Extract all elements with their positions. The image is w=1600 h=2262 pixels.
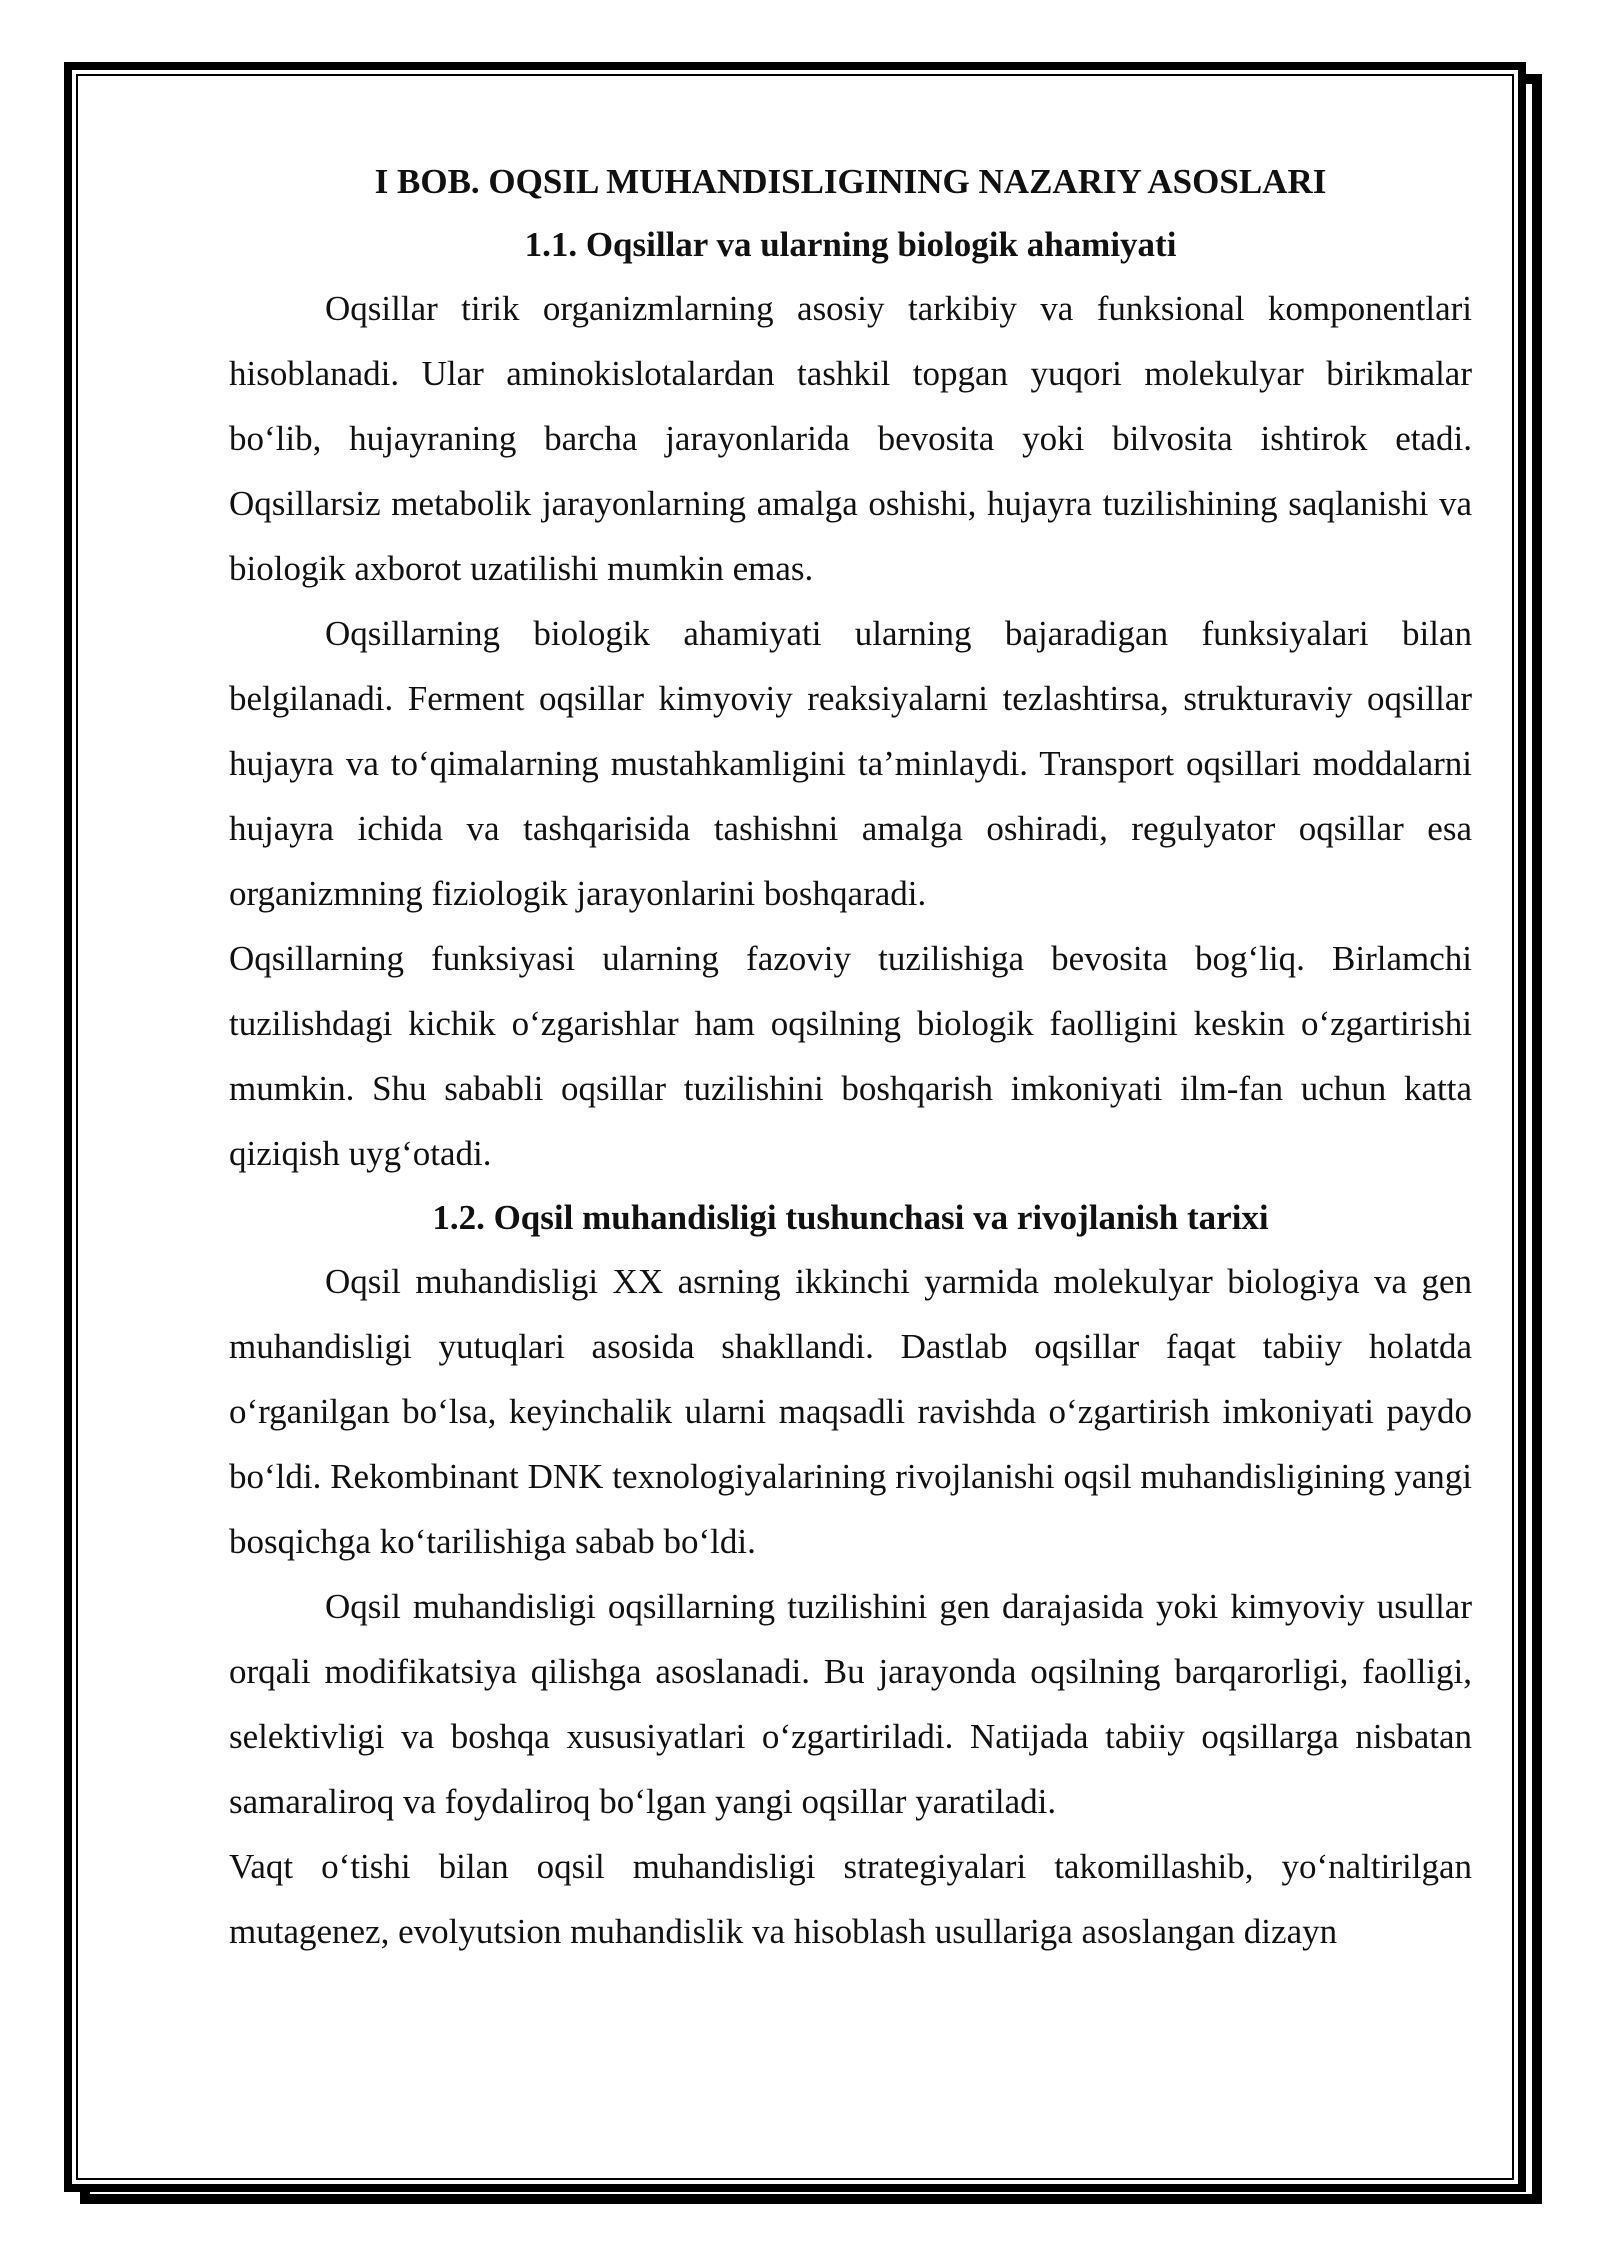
paragraph: Oqsillar tirik organizmlarning asosiy tarkibiy va funksional komponentlari hisoblanadi. Ular aminokislotalardan tashkil topgan yuqori molekulyar birikmalar bo‘lib, hujayraning barcha jarayonlarida bevosita yoki bilvosita ishtirok etadi. Oqsillarsiz metabolik jarayonlarning amalga oshishi, hujayra tuzilishining saqlanishi va biologik axborot uzatilishi mumkin emas. [229,289,1472,588]
paragraph: Oqsillarning funksiyasi ularning fazoviy tuzilishiga bevosita bog‘liq. Birlamchi tuzilishdagi kichik o‘zgarishlar ham oqsilning biologik faolligini keskin o‘zgartirishi mumkin. Shu sababli oqsillar tuzilishini boshqarish imkoniyati ilm-fan uchun katta qiziqish uyg‘otadi. [229,939,1472,1173]
paragraph: Oqsil muhandisligi XX asrning ikkinchi yarmida molekulyar biologiya va gen muhandisligi yutuqlari asosida shakllandi. Dastlab oqsillar faqat tabiiy holatda o‘rganilgan bo‘lsa, keyinchalik ularni maqsadli ravishda o‘zgartirish imkoniyati paydo bo‘ldi. Rekombinant DNK texnologiyalarining rivojlanishi oqsil muhandisligining yangi bosqichga ko‘tarilishiga sabab bo‘ldi. [229,1262,1472,1561]
paragraph: Oqsil muhandisligi oqsillarning tuzilishini gen darajasida yoki kimyoviy usullar orqali modifikatsiya qilishga asoslanadi. Bu jarayonda oqsilning barqarorligi, faolligi, selektivligi va boshqa xususiyatlari o‘zgartiriladi. Natijada tabiiy oqsillarga nisbatan samaraliroq va foydaliroq bo‘lgan yangi oqsillar yaratiladi. [229,1587,1472,1821]
chapter-title: I BOB. OQSIL MUHANDISLIGINING NAZARIY ASOSLARI [374,162,1327,201]
document-body [229,150,1472,1964]
section-heading-1-1: 1.1. Oqsillar va ularning biologik ahamiyati [524,225,1177,264]
paragraph: Oqsillarning biologik ahamiyati ularning bajaradigan funksiyalari bilan belgilanadi. Ferment oqsillar kimyoviy reaksiyalarni tezlashtirsa, strukturaviy oqsillar hujayra va to‘qimalarning mustahkamligini ta’minlaydi. Transport oqsillari moddalarni hujayra ichida va tashqarisida tashishni amalga oshiradi, regulyator oqsillar esa organizmning fiziologik jarayonlarini boshqaradi. [229,614,1472,913]
paragraph: Vaqt o‘tishi bilan oqsil muhandisligi strategiyalari takomillashib, yo‘naltirilgan mutagenez, evolyutsion muhandislik va hisoblash usullariga asoslangan dizayn [229,1847,1472,1951]
section-heading-1-2: 1.2. Oqsil muhandisligi tushunchasi va rivojlanish tarixi [432,1198,1269,1237]
